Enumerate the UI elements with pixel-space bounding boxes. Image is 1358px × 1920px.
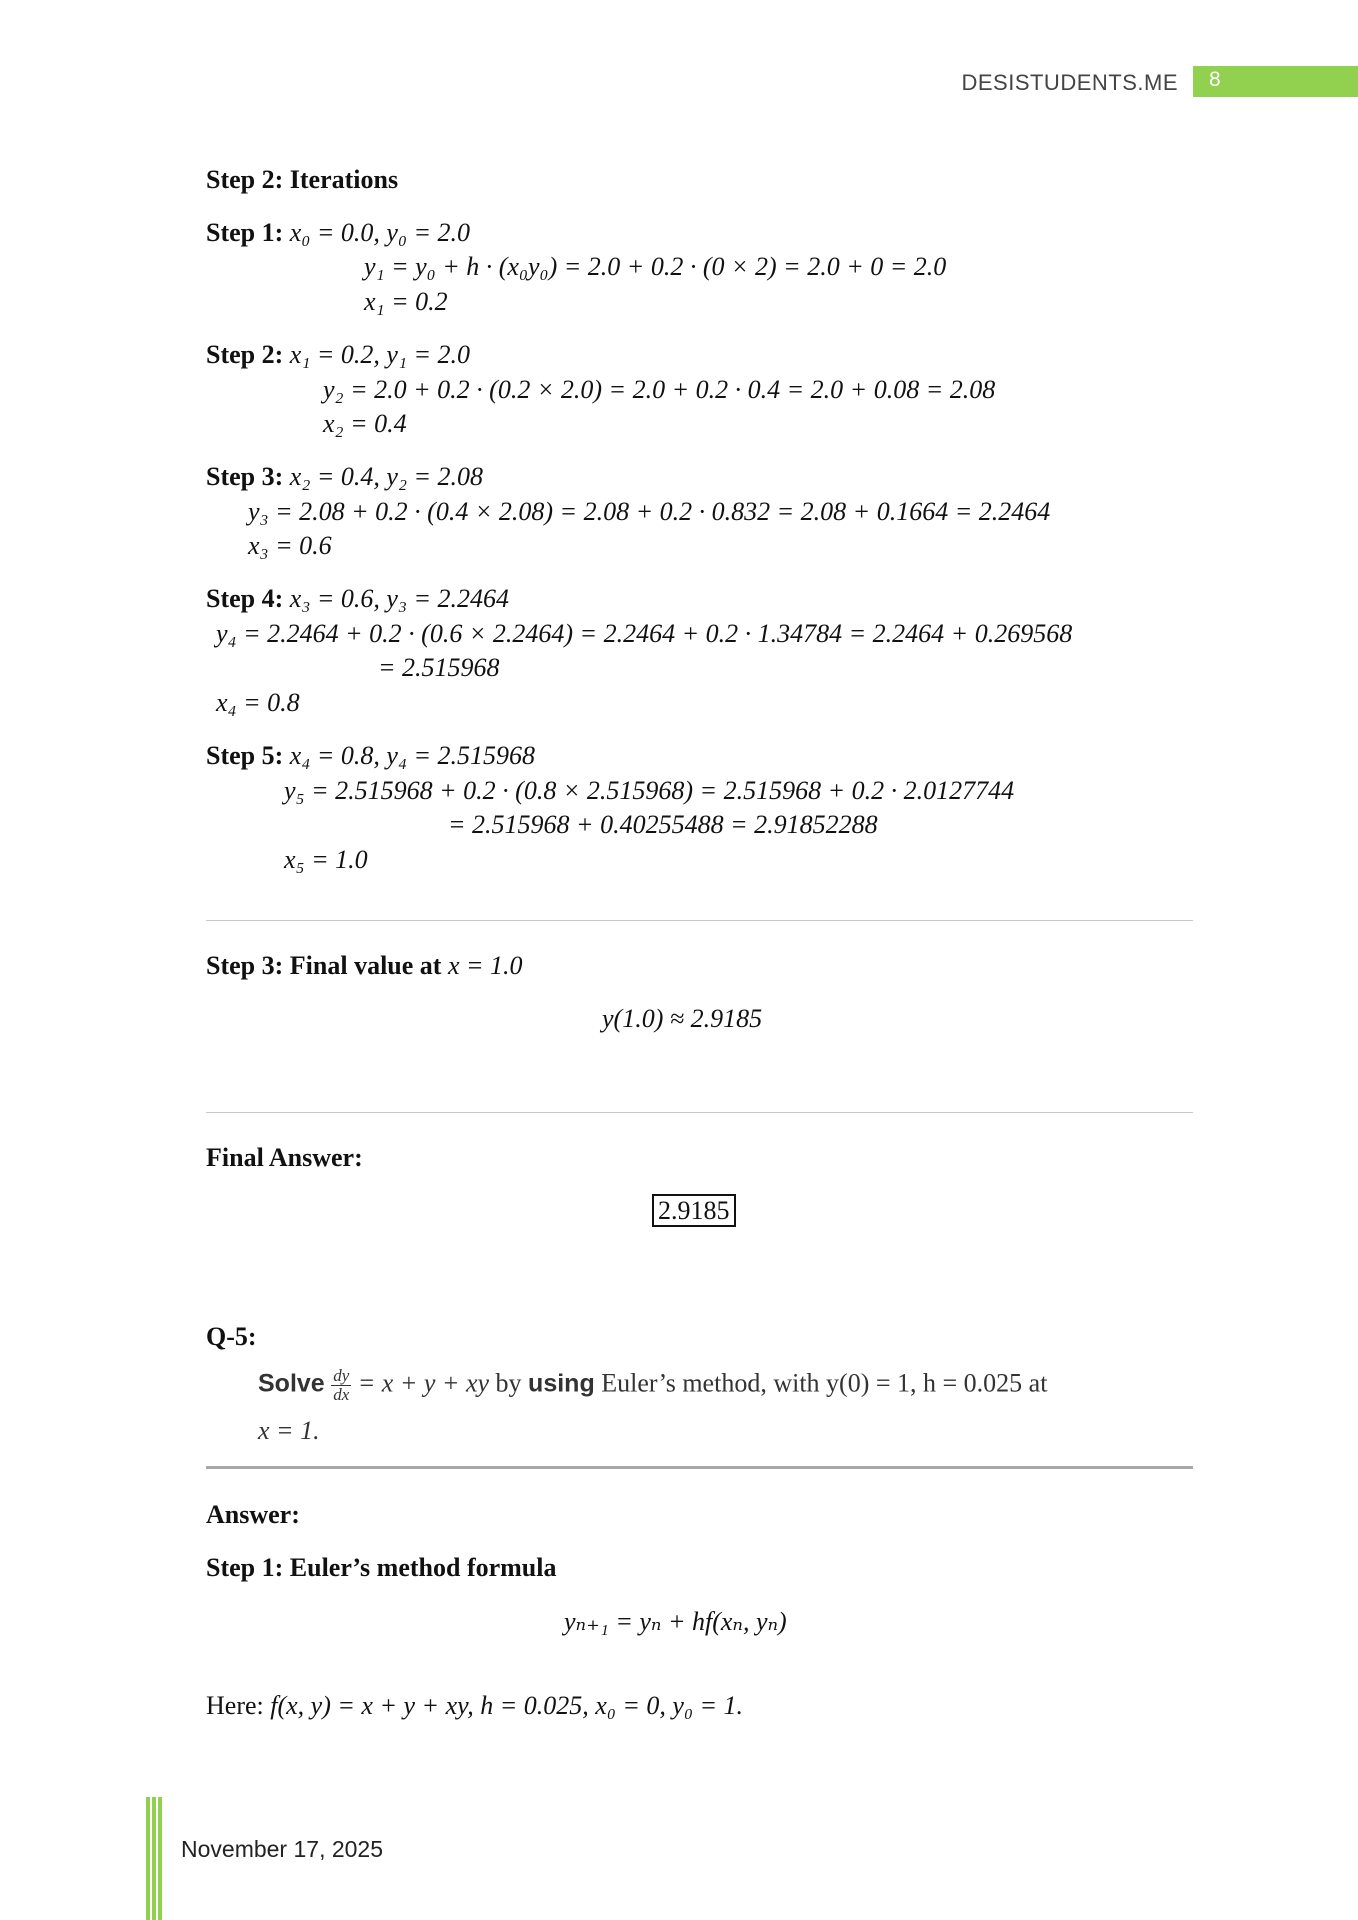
footer-bar (158, 1797, 162, 1920)
footer-bar (146, 1797, 150, 1920)
step-label: Step 5: (206, 741, 284, 770)
final-value-title: Step 3: Final value at (206, 951, 442, 980)
final-value-equation: y(1.0) ≈ 2.9185 (602, 1004, 763, 1033)
step-label: Step 4: (206, 584, 284, 613)
header-site-name: DESISTUDENTS.ME (961, 70, 1178, 95)
step-2-line-2: x₂ = 0.4 (323, 409, 407, 438)
answer-step1-title: Step 1: Euler’s method formula (206, 1553, 557, 1582)
question-line-2: x = 1. (258, 1416, 320, 1445)
euler-formula: yₙ₊₁ = yₙ + hf(xₙ, yₙ) (564, 1607, 787, 1636)
iteration-step-2 (206, 340, 470, 370)
step-4-line-2: = 2.515968 (378, 653, 500, 682)
by-word: by (495, 1368, 522, 1398)
dy-dx-fraction (331, 1367, 351, 1404)
divider (206, 1112, 1193, 1113)
using-word: using (528, 1369, 595, 1398)
iteration-step-4 (206, 584, 509, 614)
step-1-line-1: y₁ = y₀ + h · (x₀y₀) = 2.0 + 0.2 · (0 × 2) = 2.0 + 0 = 2.0 (364, 252, 947, 281)
step-3-line-2: x₃ = 0.6 (248, 531, 332, 560)
step-5-line-1: y₅ = 2.515968 + 0.2 · (0.8 × 2.515968) = 2.515968 + 0.2 · 2.0127744 (284, 776, 1015, 805)
final-answer-box (652, 1196, 736, 1226)
iteration-step-1 (206, 218, 470, 248)
final-value-title-math: x = 1.0 (447, 951, 523, 980)
question-divider (206, 1466, 1193, 1469)
fraction-denominator: dx (333, 1384, 350, 1404)
step-label: Step 2: (206, 340, 284, 369)
step-1-line-2: x₁ = 0.2 (364, 287, 448, 316)
here-math: f(x, y) = x + y + xy, h = 0.025, x₀ = 0, y₀ = 1. (270, 1691, 744, 1720)
step-2-line-1: y₂ = 2.0 + 0.2 · (0.2 × 2.0) = 2.0 + 0.2 · 0.4 = 2.0 + 0.08 = 2.08 (323, 375, 996, 404)
step-head-math: x₁ = 0.2, y₁ = 2.0 (289, 340, 471, 369)
step-label: Step 3: (206, 462, 284, 491)
question-equation: = x + y + xy (357, 1368, 490, 1398)
footer-date: November 17, 2025 (181, 1836, 384, 1862)
step-3-line-1: y₃ = 2.08 + 0.2 · (0.4 × 2.08) = 2.08 + 0.2 · 0.832 = 2.08 + 0.1664 = 2.2464 (248, 497, 1051, 526)
question-text (258, 1367, 1047, 1404)
step-head-math: x₄ = 0.8, y₄ = 2.515968 (289, 741, 536, 770)
step-5-line-2: = 2.515968 + 0.40255488 = 2.91852288 (448, 810, 878, 839)
answer-title: Answer: (206, 1500, 300, 1529)
divider (206, 920, 1193, 921)
final-value-heading (206, 951, 523, 981)
footer-accent-bars (146, 1797, 162, 1920)
step-head-math: x₃ = 0.6, y₃ = 2.2464 (289, 584, 510, 613)
fraction-numerator: dy (333, 1366, 350, 1385)
final-answer-value: 2.9185 (652, 1194, 736, 1227)
step-5-line-3: x₅ = 1.0 (284, 845, 368, 874)
step-label: Step 1: (206, 218, 284, 247)
step-head-math: x₂ = 0.4, y₂ = 2.08 (289, 462, 484, 491)
solve-word: Solve (258, 1369, 325, 1398)
question-rest: Euler’s method, with y(0) = 1, h = 0.025 at (601, 1368, 1048, 1398)
section-title-iterations: Step 2: Iterations (206, 165, 399, 194)
here-line (206, 1691, 743, 1721)
here-label: Here: (206, 1691, 264, 1720)
iteration-step-5 (206, 741, 535, 771)
question-label: Q-5: (206, 1322, 257, 1351)
page-number: 8 (1209, 68, 1221, 91)
step-head-math: x₀ = 0.0, y₀ = 2.0 (289, 218, 471, 247)
iteration-step-3 (206, 462, 483, 492)
step-4-line-3: x₄ = 0.8 (216, 688, 300, 717)
final-answer-title: Final Answer: (206, 1143, 363, 1172)
footer-bar (152, 1797, 156, 1920)
step-4-line-1: y₄ = 2.2464 + 0.2 · (0.6 × 2.2464) = 2.2464 + 0.2 · 1.34784 = 2.2464 + 0.269568 (216, 619, 1073, 648)
